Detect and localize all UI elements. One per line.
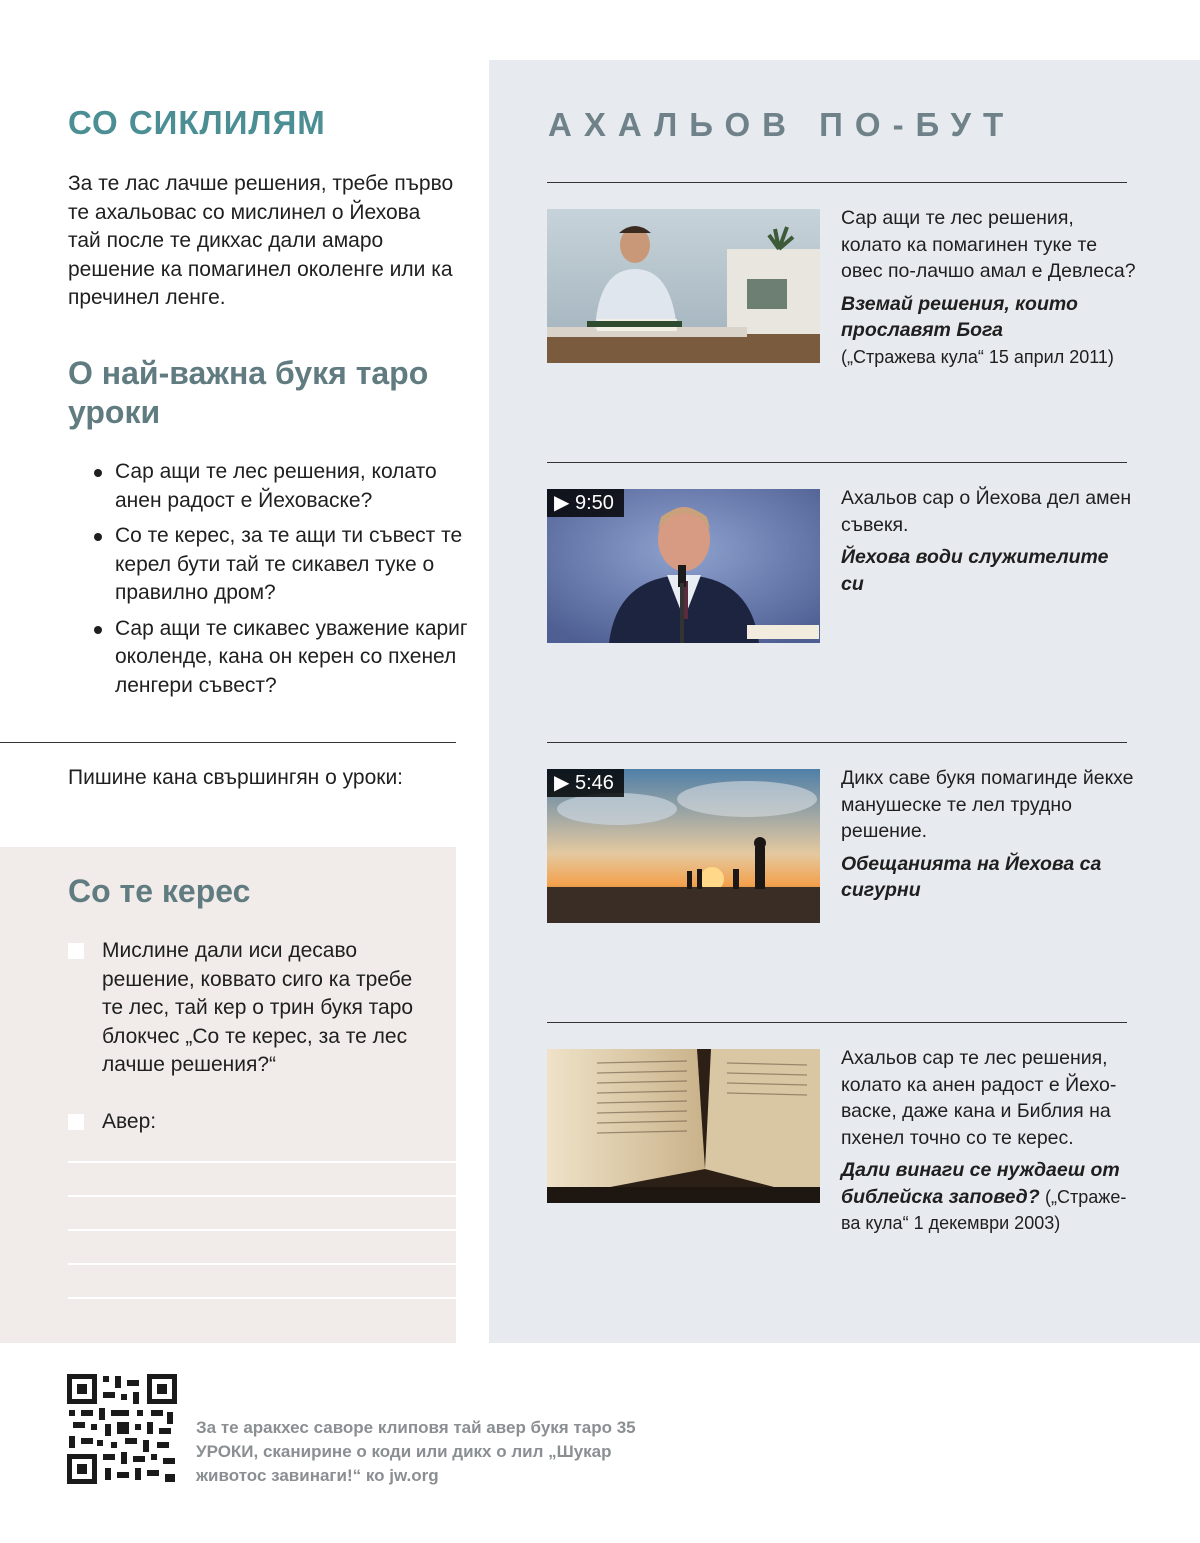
open-bible-photo [547,1049,820,1203]
divider [0,742,456,743]
divider [547,1022,1127,1023]
todo-task [68,1108,438,1137]
card-description: Сар ащи те лес решения, колато ка помагинен туке те овес по-лачшо амал е Девлеса? [841,207,1136,282]
man-studying-bible-photo [547,209,820,363]
card-ref-source: („Стражева кула“ 15 април 2011) [841,346,1114,367]
list-item: Со те керес, за те ащи ти съвест те керел бути тай те сикавел туке о правилно дром? [90,522,470,608]
article-thumbnail[interactable] [547,1049,820,1203]
task-checkbox[interactable] [68,943,84,959]
write-line[interactable] [68,1263,456,1265]
card-ref-source: („Стражева кула“ 1 декември 2003) [841,1186,1127,1233]
video-duration: ▶ 5:46 [547,769,624,797]
list-item: Сар ащи те сикавес уважение кариг околенде, кана он керен со пхенел ленгери съвест? [90,615,470,701]
article-card-text [841,1045,1136,1237]
write-line[interactable] [68,1195,456,1197]
task-checkbox[interactable] [68,1114,84,1130]
list-item: Сар ащи те лес решения, колато анен радост е Йеховаске? [90,458,470,515]
video-duration: ▶ 9:50 [547,489,624,517]
todo-panel [0,847,456,1343]
write-line[interactable] [68,1229,456,1231]
card-ref-title[interactable]: Дали винаги се нуждаеш от библейска заповед? („Стражева кула“ 1 декември 2003) [841,1159,1127,1233]
divider [547,462,1127,463]
card-ref-title[interactable]: Йехова води служителите си [841,546,1109,595]
video-thumbnail[interactable] [547,769,820,923]
main-points-heading: О най-важна букя таро уроки [68,355,429,430]
write-line[interactable] [68,1161,456,1163]
video-card-text [841,485,1136,597]
learn-more-heading: АХАЛЬОВ ПО-БУТ [548,106,1016,143]
card-description: Дикх саве букя помагинде йекхе манушеске те лел трудно решение. [841,767,1134,842]
todo-task [68,937,438,1080]
card-ref-title[interactable]: Обещанията на Йехова са сигурни [841,852,1102,901]
card-description: Ахальов сар о Йехова дел амен съвекя. [841,487,1132,536]
card-ref-title[interactable]: Вземай решения, които прославят Бога [841,292,1078,341]
intro-text: За те лас лачше решения, требе първо те ахальовас со мислинел о Йехова тай после те дикхас дали амаро решение ка помагинел околенге или ка пречинел ленге. [68,172,454,309]
play-icon: ▶ [554,492,570,514]
video-thumbnail[interactable] [547,489,820,643]
video-card-text [841,765,1136,904]
qr-code-icon[interactable] [67,1374,177,1484]
article-card-text [841,205,1136,370]
divider [547,742,1127,743]
article-thumbnail[interactable] [547,209,820,363]
task-text: Мислине дали иси десаво решение, коввато сиго ка требе те лес, тай кер о трин букя таро блокчес „Со те керес, за те лес лачше решения?“ [102,939,414,1076]
divider [547,182,1127,183]
task-text: Авер: [102,1110,157,1133]
main-points-list [90,458,470,707]
todo-heading: Со те керес [68,873,251,909]
play-icon: ▶ [554,772,570,794]
completion-label: Пишине кана свършингян о уроки: [68,766,404,789]
write-line[interactable] [68,1297,456,1299]
footer-text: За те аракхес саворе клиповя тай авер букя таро 35 УРОКИ, сканирине о коди или дикх о лил „Шукар животос завинаги!“ ко jw.org [196,1418,636,1485]
card-description: Ахальов сар те лес решения, колато ка анен радост е Йеховаске, даже кана и Библия на пхенел точно со те керес. [841,1047,1117,1149]
section-title: СО СИКЛИЛЯМ [68,104,326,141]
